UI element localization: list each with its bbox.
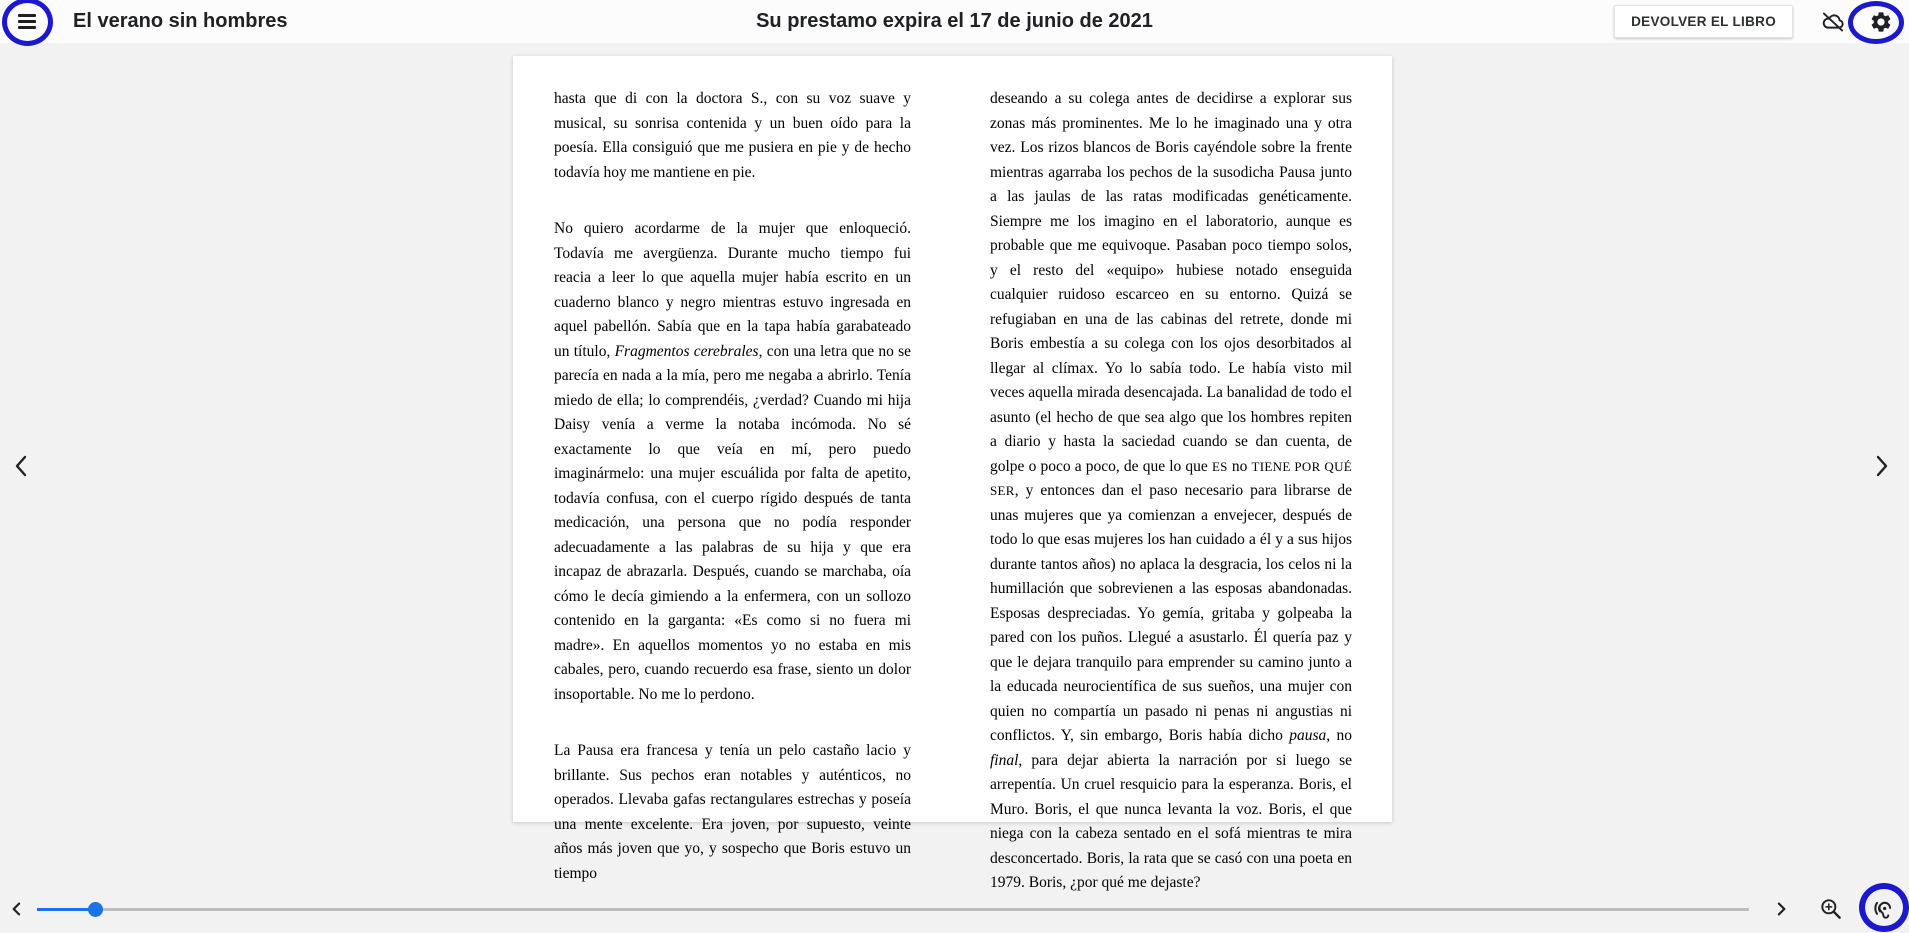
zoom-in-icon [1818,896,1844,922]
page-column-left: hasta que di con la doctora S., con su voz suave y musical, su sonrisa contenida y un buen oído para la poesía. Ella consiguió que me pusiera en pie y de hecho todavía hoy me mantiene en pie. No quiero acordarme de la mujer que enloqueció. Todavía me avergüenza. Durante mucho tiempo fui reacia a leer lo que aquella mujer había escrito en un cuaderno blanco y negro mientras estuvo ingresada en aquel pabellón. Sabía que en la tapa había garabateado un título, Fragmentos cerebrales, con una letra que no se parecía en nada a la mía, pero me negaba a abrirlo. Tenía miedo de ella; lo comprendéis, ¿verdad? Cuando mi hija Daisy venía a verme la notaba incómoda. No sé exactamente lo que veía en mí, pero puedo imaginármelo: una mujer escuálida por falta de apetito, todavía confusa, con el cuerpo rígido después de tanta medicación, una persona que no podía responder adecuadamente a las palabras de su hija y que era incapaz de abrazarla. Después, cuando se marchaba, oía cómo le decía gimiendo a la enfermera, con un sollozo contenido en la garganta: «Es como si no fuera mi madre». En aquellos momentos yo no estaba en mis cabales, pero, cuando recuerdo esa frase, siento un dolor insoportable. No me lo perdono. La Pausa era francesa y tenía un pelo castaño lacio y brillante. Sus pechos eran notables y auténticos, no operados. Llevaba gafas rectangulares estrechas y poseía una mente excelente. Era joven, por supuesto, veinte años más joven que yo, y sospecho que Boris estuvo un tiempo [554,90,911,882]
chevron-right-icon [1869,452,1893,480]
book-page [513,56,1392,891]
slider-track[interactable] [37,908,1749,911]
hearing-icon [1871,897,1897,923]
cloud-off-icon [1820,9,1846,35]
scrub-back-button[interactable] [5,897,29,921]
top-app-bar [0,0,1909,43]
scrub-forward-button[interactable] [1769,897,1793,921]
slider-fill [37,908,95,912]
settings-button[interactable] [1861,2,1901,42]
settings-gear-icon [1869,10,1893,34]
previous-page-button[interactable] [4,448,40,484]
chevron-right-small-icon [1771,899,1791,919]
loan-expiry-notice: Su prestamo expira el 17 de junio de 2021 [756,10,1153,32]
return-book-button[interactable]: DEVOLVER EL LIBRO [1614,5,1793,38]
slider-thumb[interactable] [88,902,103,917]
read-aloud-button[interactable] [1869,895,1899,925]
chevron-left-icon [10,452,34,480]
zoom-in-button[interactable] [1816,894,1846,924]
progress-slider[interactable] [37,901,1749,917]
menu-button[interactable] [7,2,47,42]
hamburger-menu-icon [18,14,36,28]
top-bar-left [7,0,288,43]
offline-availability-button[interactable] [1813,2,1853,42]
book-title: El verano sin hombres [73,10,288,32]
top-bar-right [1614,0,1901,43]
next-page-button[interactable] [1863,448,1899,484]
chevron-left-small-icon [7,899,27,919]
page-column-right: deseando a su colega antes de decidirse a explorar sus zonas más prominentes. Me lo he imaginado una y otra vez. Los rizos blancos de Boris cayéndole sobre la frente mientras agarraba los pechos de la susodicha Pausa junto a las jaulas de las ratas modificadas genéticamente. Siempre me los imagino en el laboratorio, aunque es probable que me equivoque. Pasaban poco tiempo solos, y el resto del «equipo» hubiese notado enseguida cualquier ruidoso escarceo en su entorno. Quizá se refugiaban en una de las cabinas del retrete, donde mi Boris embestía a su colega con los ojos desorbitados al llegar al clímax. Yo lo sabía todo. Le había visto mil veces aquella mirada desencajada. La banalidad de todo el asunto (el hecho de que sea algo que los hombres repiten a diario y hasta la saciedad cuando se dan cuenta, de golpe o poco a poco, de que lo que ES no TIENE POR QUÉ SER, y entonces dan el paso necesario para librarse de unas mujeres que ya comienzan a envejecer, después de todo lo que esas mujeres los han cuidado a él y a sus hijos durante tantos años) no aplaca la desgracia, los celos ni la humillación que sobrevienen a las esposas abandonadas. Esposas despreciadas. Yo gemía, gritaba y golpeaba la pared con los puños. Llegué a asustarlo. Él quería paz y que le dejara tranquilo para emprender su camino junto a la educada neurocientífica de sus sueños, una mujer con quien no compartía un pasado ni penas ni angustias ni conflictos. Y, sin embargo, Boris había dicho pausa, no final, para dejar abierta la narración por si luego se arrepentía. Un cruel resquicio para la esperanza. Boris, el Muro. Boris, el que nunca levanta la voz. Boris, el que niega con la cabeza sentado en el sofá mientras te mira desconcertado. Boris, la rata que se casó con una poeta en 1979. Boris, ¿por qué me dejaste? [990,90,1352,891]
